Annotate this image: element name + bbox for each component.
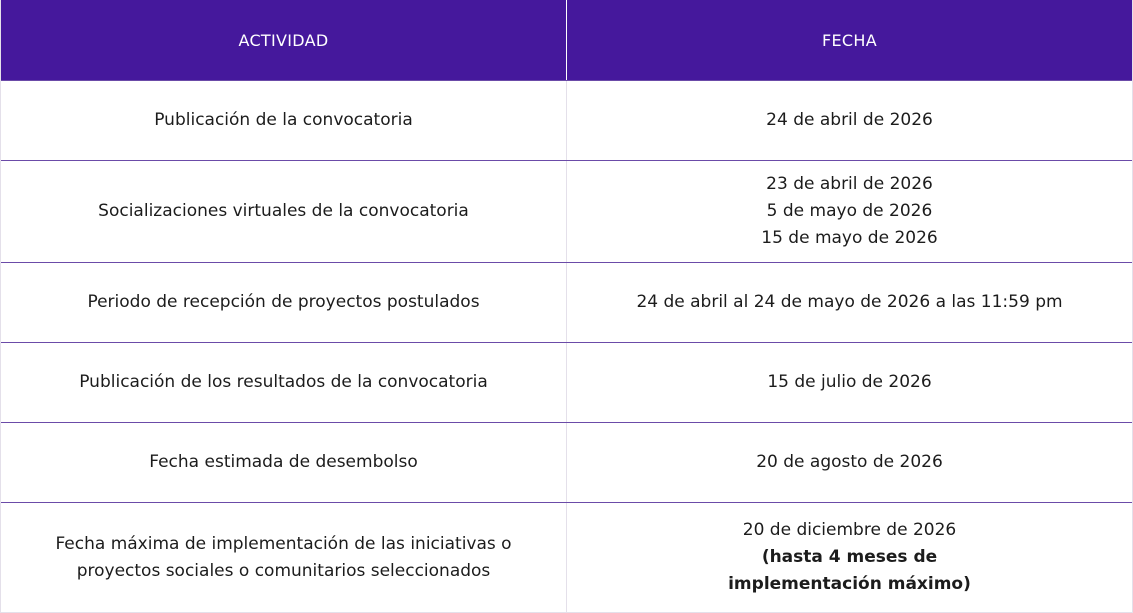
date-text: 15 de mayo de 2026 (761, 228, 938, 248)
table-row (1, 160, 1132, 262)
date-text: 23 de abril de 2026 (766, 174, 933, 194)
activity-cell (1, 161, 567, 262)
header-activity: ACTIVIDAD (1, 0, 567, 80)
activity-cell (1, 263, 567, 342)
date-note-bold: (hasta 4 meses de (761, 547, 938, 567)
date-text: 24 de abril de 2026 (766, 110, 933, 130)
date-text: 20 de agosto de 2026 (756, 452, 943, 472)
table-row (1, 262, 1132, 342)
date-cell (567, 263, 1132, 342)
date-cell (567, 423, 1132, 502)
table-header-row (1, 0, 1132, 80)
activity-cell (1, 423, 567, 502)
activity-text: proyectos sociales o comunitarios seleccionados (76, 560, 491, 581)
date-text: 24 de abril al 24 de mayo de 2026 a las 11:59 pm (636, 292, 1063, 312)
activity-text: Socializaciones virtuales de la convocatoria (98, 201, 469, 221)
date-cell (567, 503, 1132, 612)
date-cell (567, 81, 1132, 160)
activity-text: Publicación de los resultados de la convocatoria (79, 372, 488, 392)
activity-text: Fecha estimada de desembolso (149, 452, 418, 472)
table-row (1, 342, 1132, 422)
activity-cell (1, 81, 567, 160)
table-row (1, 80, 1132, 160)
activity-text: Publicación de la convocatoria (154, 110, 413, 130)
date-cell (567, 343, 1132, 422)
date-text: 5 de mayo de 2026 (766, 201, 933, 221)
table-row (1, 422, 1132, 502)
activity-text: Periodo de recepción de proyectos postulados (87, 292, 480, 312)
date-note-bold: implementación máximo) (728, 574, 971, 594)
activity-cell (1, 343, 567, 422)
activity-text: Fecha máxima de implementación de las iniciativas o (55, 533, 512, 554)
date-text: 15 de julio de 2026 (767, 372, 932, 392)
table-row (1, 502, 1132, 612)
date-text: 20 de diciembre de 2026 (742, 520, 957, 540)
date-cell (567, 161, 1132, 262)
activity-cell (1, 503, 567, 612)
header-date: FECHA (822, 30, 877, 50)
